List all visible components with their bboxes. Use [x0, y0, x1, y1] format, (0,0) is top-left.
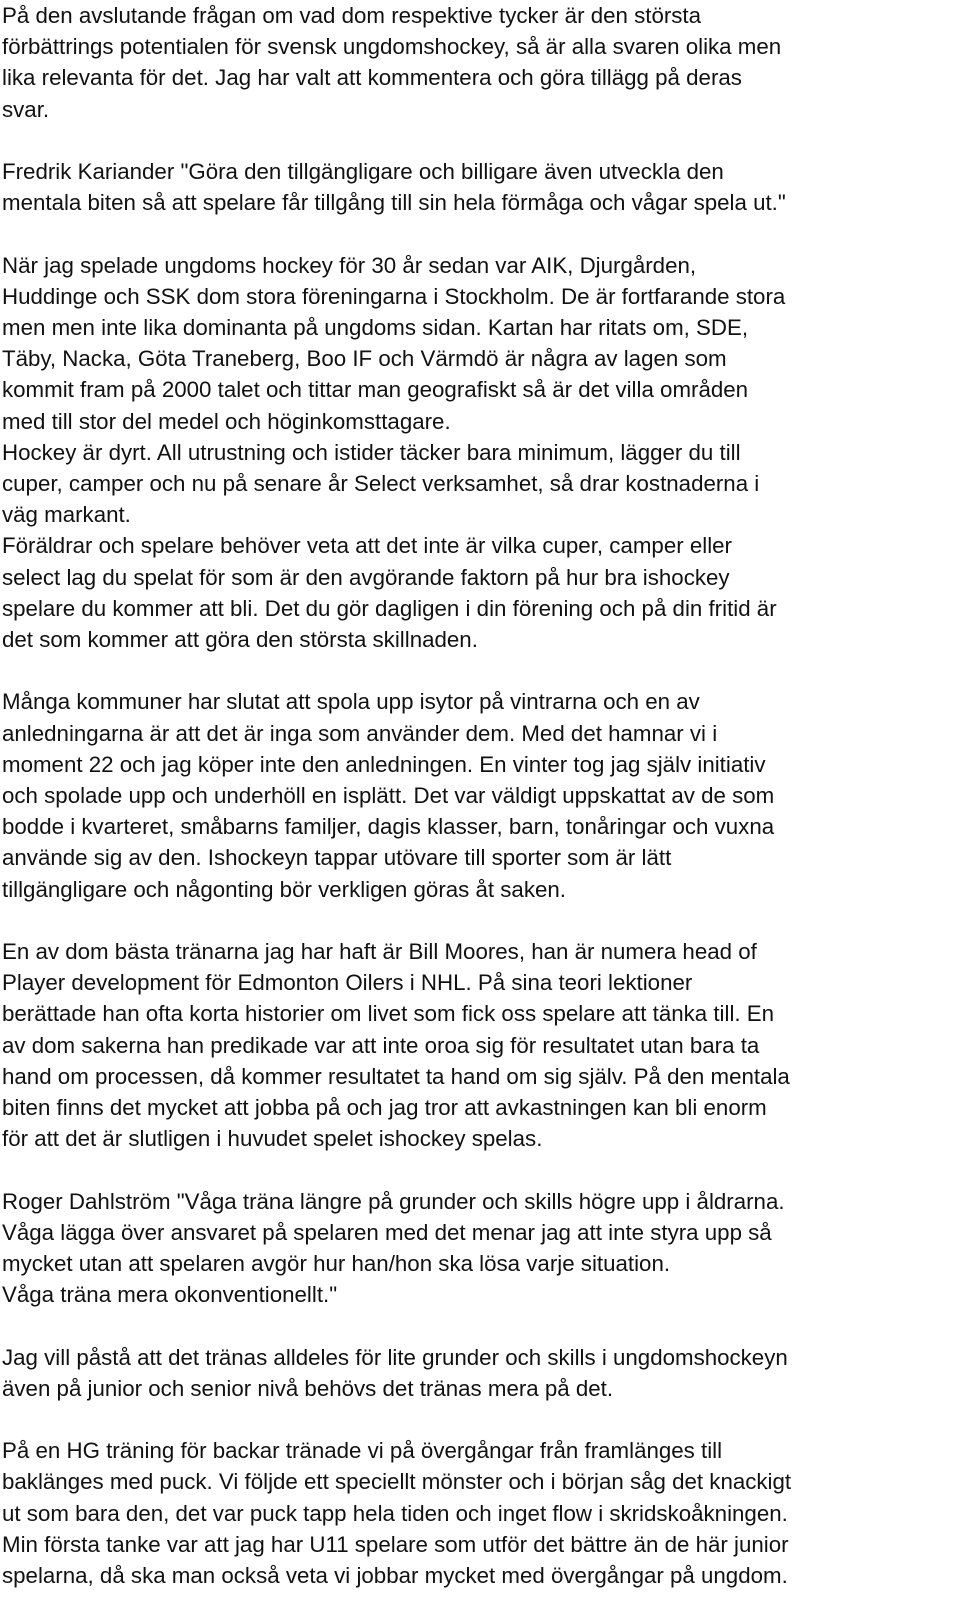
text-line: Roger Dahlström "Våga träna längre på grunder och skills högre upp i åldrarna.: [2, 1188, 785, 1214]
text-line: för att det är slutligen i huvudet spelet ishockey spelas.: [2, 1126, 543, 1152]
text-line: men men inte lika dominanta på ungdoms sidan. Kartan har ritats om, SDE,: [2, 315, 749, 340]
text-line: tillgängligare och någonting bör verkligen göras åt saken.: [2, 876, 566, 902]
text-line: med till stor del medel och höginkomsttagare.: [2, 408, 451, 434]
paragraph: [2, 686, 946, 904]
text-line: mentala biten så att spelare får tillgång till sin hela förmåga och vågar spela ut.": [2, 190, 786, 216]
text-line: På den avslutande frågan om vad dom respektive tycker är den största: [2, 3, 702, 28]
text-line: svar.: [2, 96, 50, 122]
text-line: Jag vill påstå att det tränas alldeles för lite grunder och skills i ungdomshockeyn: [2, 1344, 788, 1370]
text-line: kommit fram på 2000 talet och tittar man geografiskt så är det villa områden: [2, 377, 749, 403]
text-line: anledningarna är att det är inga som använder dem. Med det hamnar vi i: [2, 720, 718, 746]
text-line: baklänges med puck. Vi följde ett speciellt mönster och i början såg det knackigt: [2, 1469, 792, 1495]
text-line: spelare du kommer att bli. Det du gör dagligen i din förening och på din fritid är: [2, 595, 777, 621]
paragraph: [2, 1435, 946, 1591]
paragraph: [2, 156, 946, 218]
text-line: spelarna, då ska man också veta vi jobbar mycket med övergångar på ungdom.: [2, 1563, 788, 1589]
text-line: använde sig av den. Ishockeyn tappar utövare till sporter som är lätt: [2, 845, 672, 871]
text-line: Våga lägga över ansvaret på spelaren med det menar jag att inte styra upp så: [2, 1219, 772, 1245]
paragraph: [2, 250, 946, 656]
paragraph: [2, 0, 946, 125]
paragraph-spacer: [2, 905, 946, 936]
text-line: och spolade upp och underhöll en isplätt. Det var väldigt uppskattat av de som: [2, 783, 775, 809]
text-line: Huddinge och SSK dom stora föreningarna i Stockholm. De är fortfarande stora: [2, 283, 786, 309]
text-line: Föräldrar och spelare behöver veta att det inte är vilka cuper, camper eller: [2, 533, 732, 559]
document-body: [2, 0, 946, 1591]
text-line: förbättrings potentialen för svensk ungdomshockey, så är alla svaren olika men: [2, 34, 782, 60]
text-line: hand om processen, då kommer resultatet ta hand om sig själv. På den mentala: [2, 1063, 790, 1089]
text-line: väg markant.: [2, 502, 131, 528]
paragraph-spacer: [2, 125, 946, 156]
text-line: mycket utan att spelaren avgör hur han/hon ska lösa varje situation.: [2, 1251, 671, 1277]
text-line: När jag spelade ungdoms hockey för 30 år sedan var AIK, Djurgården,: [2, 252, 697, 278]
text-line: även på junior och senior nivå behövs det tränas mera på det.: [2, 1375, 614, 1401]
text-line: På en HG träning för backar tränade vi på övergångar från framlänges till: [2, 1438, 723, 1464]
paragraph-spacer: [2, 218, 946, 249]
text-line: Player development för Edmonton Oilers i NHL. På sina teori lektioner: [2, 970, 693, 996]
paragraph-spacer: [2, 1404, 946, 1435]
paragraph: [2, 936, 946, 1154]
text-line: bodde i kvarteret, småbarns familjer, dagis klasser, barn, tonåringar och vuxna: [2, 814, 775, 840]
text-line: moment 22 och jag köper inte den anledningen. En vinter tog jag själv initiativ: [2, 751, 766, 777]
text-line: Många kommuner har slutat att spola upp isytor på vintrarna och en av: [2, 689, 700, 715]
text-line: Täby, Nacka, Göta Traneberg, Boo IF och Värmdö är några av lagen som: [2, 346, 727, 372]
text-line: ut som bara den, det var puck tapp hela tiden och inget flow i skridskoåkningen.: [2, 1500, 788, 1526]
text-line: Fredrik Kariander "Göra den tillgängligare och billigare även utveckla den: [2, 159, 724, 184]
paragraph-spacer: [2, 1154, 946, 1185]
text-line: berättade han ofta korta historier om livet som fick oss spelare att tänka till. En: [2, 1001, 775, 1027]
text-line: En av dom bästa tränarna jag har haft är Bill Moores, han är numera head of: [2, 939, 757, 965]
text-line: select lag du spelat för som är den avgörande faktorn på hur bra ishockey: [2, 564, 730, 590]
text-line: lika relevanta för det. Jag har valt att kommentera och göra tillägg på deras: [2, 65, 742, 91]
text-line: biten finns det mycket att jobba på och jag tror att avkastningen kan bli enorm: [2, 1095, 767, 1121]
paragraph-spacer: [2, 1310, 946, 1341]
paragraph: [2, 1342, 946, 1404]
text-line: cuper, camper och nu på senare år Select verksamhet, så drar kostnaderna i: [2, 471, 760, 497]
text-line: Min första tanke var att jag har U11 spelare som utför det bättre än de här junior: [2, 1531, 789, 1557]
paragraph: [2, 1186, 946, 1311]
text-line: Våga träna mera okonventionellt.": [2, 1282, 338, 1308]
text-line: av dom sakerna han predikade var att inte oroa sig för resultatet utan bara ta: [2, 1032, 760, 1058]
paragraph-spacer: [2, 655, 946, 686]
text-line: Hockey är dyrt. All utrustning och istider täcker bara minimum, lägger du till: [2, 439, 741, 465]
text-line: det som kommer att göra den största skillnaden.: [2, 627, 478, 653]
